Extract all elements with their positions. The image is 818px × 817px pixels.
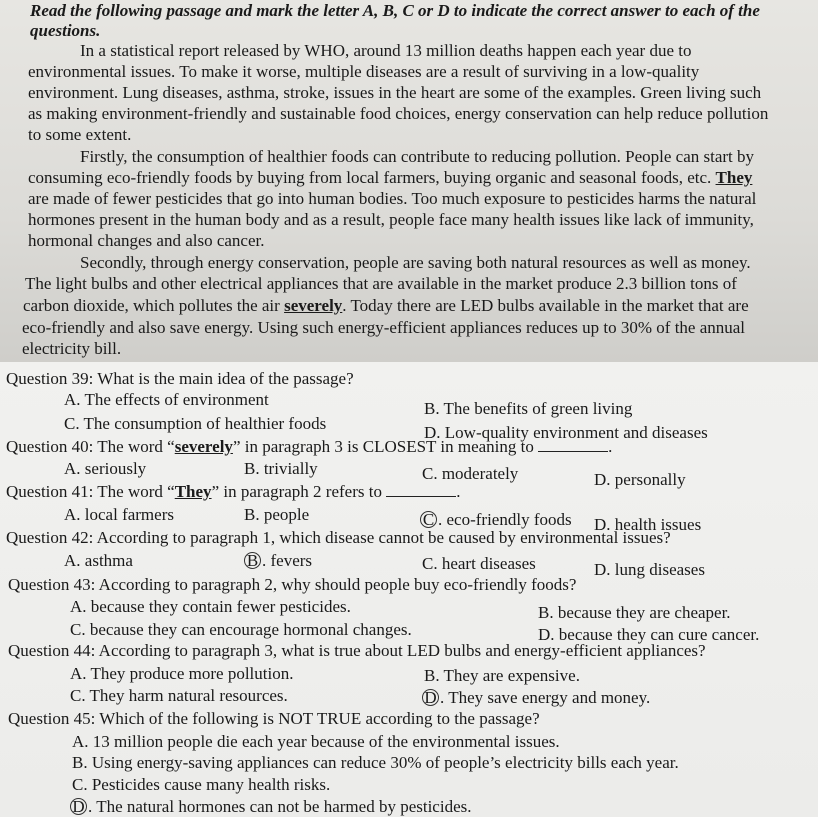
passage-line: In a statistical report released by WHO, around 13 million deaths happen each year due to xyxy=(80,41,692,60)
q40-keyword: severely xyxy=(174,437,233,456)
q43-option-a[interactable]: A. because they contain fewer pesticides. xyxy=(70,597,351,616)
passage-line: Firstly, the consumption of healthier foods can contribute to reducing pollution. People can start by xyxy=(80,147,755,166)
q44-option-d[interactable]: D . They save energy and money. xyxy=(422,688,650,708)
question-44-stem: Question 44: According to paragraph 3, what is true about LED bulbs and energy-efficient appliances? xyxy=(8,641,706,660)
question-40-stem: Question 40: The word “severely” in paragraph 3 is CLOSEST in meaning to . xyxy=(6,437,613,456)
question-43-stem: Question 43: According to paragraph 2, why should people buy eco-friendly foods? xyxy=(8,575,577,594)
highlight-they: They xyxy=(715,168,753,187)
instruction-line-1: Read the following passage and mark the letter A, B, C or D to indicate the correct answer to each of the xyxy=(30,1,760,20)
passage-line: environment. Lung diseases, asthma, stroke, issues in the heart are some of the examples. Green living such xyxy=(28,83,762,102)
q40-option-c[interactable]: C. moderately xyxy=(422,464,519,483)
q42-option-b[interactable]: B . fevers xyxy=(244,551,312,571)
q41-option-c[interactable]: C . eco-friendly foods xyxy=(420,510,572,530)
q42-option-d[interactable]: D. lung diseases xyxy=(594,560,705,579)
q39-option-a[interactable]: A. The effects of environment xyxy=(64,390,269,409)
q42-option-a[interactable]: A. asthma xyxy=(64,551,133,570)
q43-option-b[interactable]: B. because they are cheaper. xyxy=(538,603,731,622)
answer-blank xyxy=(538,437,608,452)
selected-answer-circle: B xyxy=(244,552,261,569)
passage-line: to some extent. xyxy=(28,125,132,144)
passage-line: hormonal changes and also cancer. xyxy=(28,231,265,250)
q41-keyword: They xyxy=(174,482,212,501)
q40-option-d[interactable]: D. personally xyxy=(594,470,686,489)
passage-line: The light bulbs and other electrical appliances that are available in the market produce 2.3 billion tons of xyxy=(25,274,737,293)
selected-answer-circle: D xyxy=(70,798,87,815)
question-39-stem: Question 39: What is the main idea of the passage? xyxy=(6,369,354,388)
passage-line: carbon dioxide, which pollutes the air severely. Today there are LED bulbs available in the market that are xyxy=(23,296,749,315)
passage-line: as making environment-friendly and sustainable food choices, energy conservation can help reduce pollution xyxy=(28,104,769,123)
q45-option-b[interactable]: B. Using energy-saving appliances can reduce 30% of people’s electricity bills each year. xyxy=(72,753,679,772)
q44-option-b[interactable]: B. They are expensive. xyxy=(424,666,580,685)
q42-option-c[interactable]: C. heart diseases xyxy=(422,554,536,573)
highlight-severely: severely xyxy=(284,296,343,315)
question-42-stem: Question 42: According to paragraph 1, which disease cannot be caused by environmental issues? xyxy=(6,528,671,547)
selected-answer-circle: C xyxy=(420,511,437,528)
q41-option-a[interactable]: A. local farmers xyxy=(64,505,174,524)
selected-answer-circle: D xyxy=(422,689,439,706)
passage-line: hormones present in the human body and as a result, people face many health issues like lack of immunity, xyxy=(28,210,754,229)
passage-line: electricity bill. xyxy=(22,339,122,358)
q40-option-b[interactable]: B. trivially xyxy=(244,459,318,478)
passage-line: eco-friendly and also save energy. Using such energy-efficient appliances reduces up to 30% of the annual xyxy=(22,318,746,337)
q39-option-b[interactable]: B. The benefits of green living xyxy=(424,399,633,418)
q45-option-a[interactable]: A. 13 million people die each year because of the environmental issues. xyxy=(72,732,560,751)
q43-option-c[interactable]: C. because they can encourage hormonal changes. xyxy=(70,620,412,639)
q40-option-a[interactable]: A. seriously xyxy=(64,459,147,478)
q44-option-a[interactable]: A. They produce more pollution. xyxy=(70,664,294,683)
q41-option-b[interactable]: B. people xyxy=(244,505,310,524)
passage-line: environmental issues. To make it worse, multiple diseases are a result of surviving in a low-quality xyxy=(28,62,700,81)
passage-line: consuming eco-friendly foods by buying from local farmers, buying organic and seasonal foods, etc. They xyxy=(28,168,753,187)
answer-blank xyxy=(386,482,456,497)
q43-option-d[interactable]: D. because they can cure cancer. xyxy=(538,625,760,644)
passage-line: Secondly, through energy conservation, people are saving both natural resources as well as money. xyxy=(80,253,751,272)
question-41-stem: Question 41: The word “They” in paragraph 2 refers to . xyxy=(6,482,461,501)
q45-option-c[interactable]: C. Pesticides cause many health risks. xyxy=(72,775,331,794)
q39-option-c[interactable]: C. The consumption of healthier foods xyxy=(64,414,327,433)
passage-line: are made of fewer pesticides that go into human bodies. Too much exposure to pesticides harms the natural xyxy=(28,189,757,208)
question-45-stem: Question 45: Which of the following is NOT TRUE according to the passage? xyxy=(8,709,540,728)
q39-option-d[interactable]: D. Low-quality environment and diseases xyxy=(424,423,708,442)
q44-option-c[interactable]: C. They harm natural resources. xyxy=(70,686,288,705)
q41-option-d[interactable]: D. health issues xyxy=(594,515,702,534)
instruction-line-2: questions. xyxy=(30,21,101,40)
q45-option-d[interactable]: D . The natural hormones can not be harmed by pesticides. xyxy=(70,797,472,817)
